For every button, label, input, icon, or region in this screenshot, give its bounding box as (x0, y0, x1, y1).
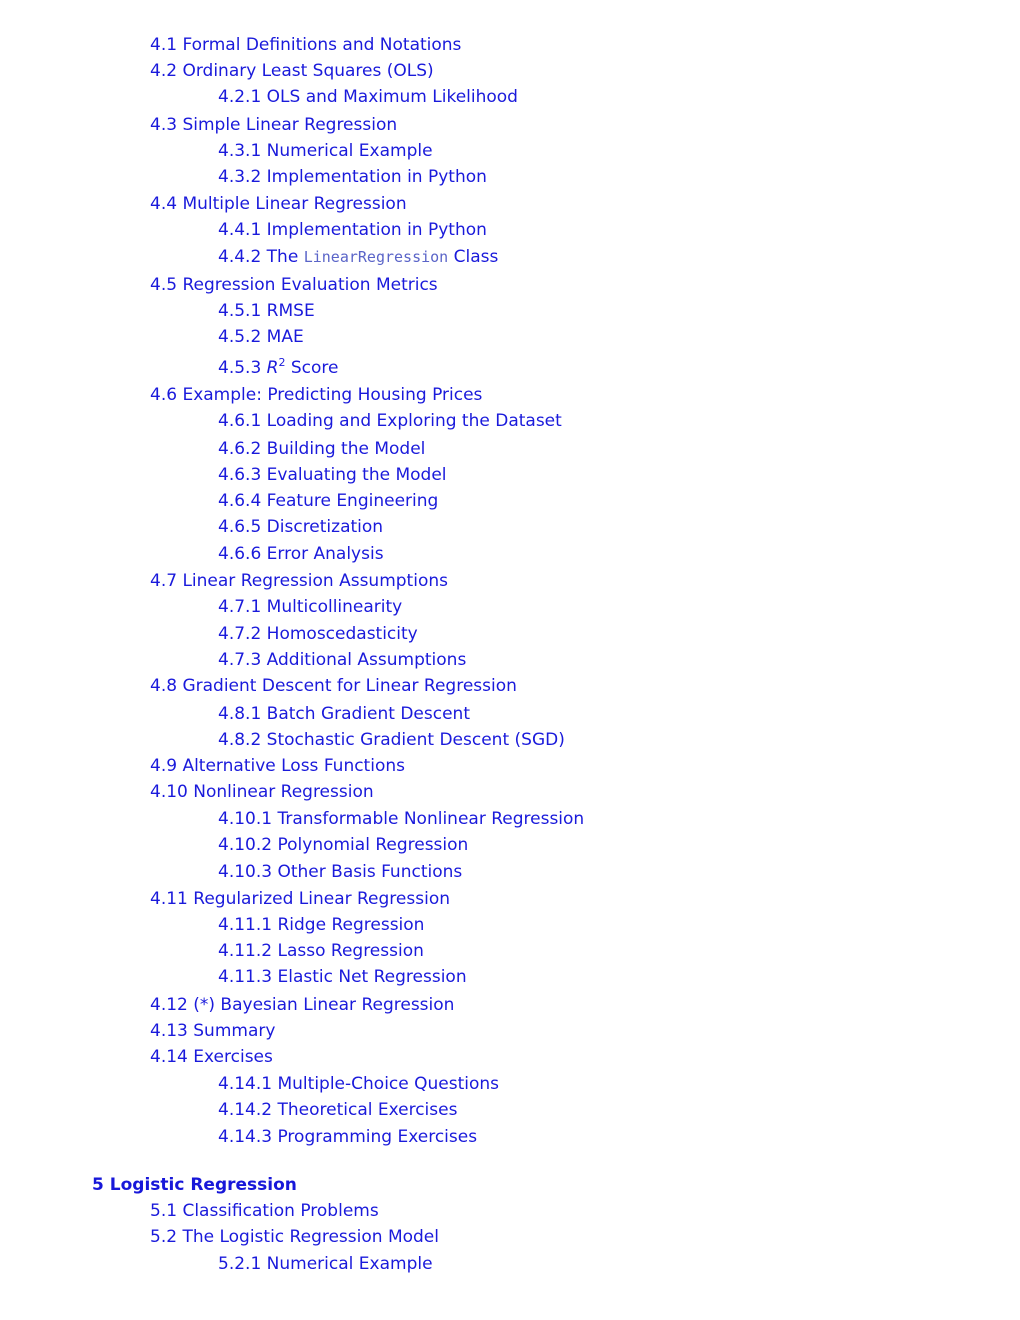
toc-link-4-11-3[interactable]: 4.11.3 Elastic Net Regression (218, 967, 467, 987)
toc-link-4-14[interactable]: 4.14 Exercises (150, 1047, 273, 1067)
toc-link-4-5-2[interactable]: 4.5.2 MAE (218, 327, 304, 347)
toc-link-4-8[interactable]: 4.8 Gradient Descent for Linear Regression (150, 676, 517, 696)
superscript-2: 2 (278, 356, 286, 369)
toc-link-4-6-3[interactable]: 4.6.3 Evaluating the Model (218, 465, 447, 485)
toc-link-4-11-2[interactable]: 4.11.2 Lasso Regression (218, 941, 424, 961)
toc-link-4-14-3[interactable]: 4.14.3 Programming Exercises (218, 1127, 478, 1147)
toc-link-4-11-1[interactable]: 4.11.1 Ridge Regression (218, 915, 425, 935)
toc-link-4-5-3[interactable]: 4.5.3 $R^2$ Score (218, 356, 339, 378)
toc-link-4-11[interactable]: 4.11 Regularized Linear Regression (150, 889, 450, 909)
toc-link-4-12[interactable]: 4.12 (*) Bayesian Linear Regression (150, 995, 455, 1015)
toc-link-4-4[interactable]: 4.4 Multiple Linear Regression (150, 194, 407, 214)
code-linearregression: LinearRegression (303, 248, 449, 266)
toc-link-4-7-1[interactable]: 4.7.1 Multicollinearity (218, 597, 403, 617)
toc-link-4-4-1[interactable]: 4.4.1 Implementation in Python (218, 220, 487, 240)
toc-link-4-14-2[interactable]: 4.14.2 Theoretical Exercises (218, 1100, 458, 1120)
toc-link-4-14-1[interactable]: 4.14.1 Multiple-Choice Questions (218, 1074, 500, 1094)
toc-link-4-7-3[interactable]: 4.7.3 Additional Assumptions (218, 650, 467, 670)
toc-link-4-3[interactable]: 4.3 Simple Linear Regression (150, 115, 398, 135)
toc-link-4-2-1[interactable]: 4.2.1 OLS and Maximum Likelihood (218, 87, 518, 107)
toc-link-4-10-2[interactable]: 4.10.2 Polynomial Regression (218, 835, 469, 855)
toc-link-4-7[interactable]: 4.7 Linear Regression Assumptions (150, 571, 448, 591)
toc-link-5-2[interactable]: 5.2 The Logistic Regression Model (150, 1227, 439, 1247)
toc-link-4-3-2[interactable]: 4.3.2 Implementation in Python (218, 167, 487, 187)
r-symbol: R (266, 358, 279, 378)
toc-link-4-6-4[interactable]: 4.6.4 Feature Engineering (218, 491, 439, 511)
toc-link-4-8-2[interactable]: 4.8.2 Stochastic Gradient Descent (SGD) (218, 730, 565, 750)
toc-link-4-6-6[interactable]: 4.6.6 Error Analysis (218, 544, 384, 564)
toc-link-4-5[interactable]: 4.5 Regression Evaluation Metrics (150, 275, 438, 295)
toc-link-4-6-1[interactable]: 4.6.1 Loading and Exploring the Dataset (218, 411, 562, 431)
toc-link-4-10-3[interactable]: 4.10.3 Other Basis Functions (218, 862, 463, 882)
toc-link-5-2-1[interactable]: 5.2.1 Numerical Example (218, 1254, 433, 1274)
toc-link-4-9[interactable]: 4.9 Alternative Loss Functions (150, 756, 405, 776)
toc-link-4-6-5[interactable]: 4.6.5 Discretization (218, 517, 384, 537)
toc-link-4-6-2[interactable]: 4.6.2 Building the Model (218, 439, 426, 459)
toc-link-4-10-1[interactable]: 4.10.1 Transformable Nonlinear Regression (218, 809, 585, 829)
toc-link-4-3-1[interactable]: 4.3.1 Numerical Example (218, 141, 433, 161)
toc-link-4-4-2[interactable]: 4.4.2 The LinearRegression Class (218, 247, 499, 267)
toc-link-4-13[interactable]: 4.13 Summary (150, 1021, 276, 1041)
toc-link-4-7-2[interactable]: 4.7.2 Homoscedasticity (218, 624, 418, 644)
toc-link-4-2[interactable]: 4.2 Ordinary Least Squares (OLS) (150, 61, 434, 81)
toc-link-4-5-1[interactable]: 4.5.1 RMSE (218, 301, 315, 321)
toc-link-4-1[interactable]: 4.1 Formal Definitions and Notations (150, 35, 462, 55)
toc-link-5-1[interactable]: 5.1 Classification Problems (150, 1201, 379, 1221)
toc-link-4-6[interactable]: 4.6 Example: Predicting Housing Prices (150, 385, 483, 405)
toc-link-4-8-1[interactable]: 4.8.1 Batch Gradient Descent (218, 704, 470, 724)
toc-link-4-10[interactable]: 4.10 Nonlinear Regression (150, 782, 374, 802)
toc-chapter-5[interactable]: 5 Logistic Regression (92, 1175, 297, 1195)
